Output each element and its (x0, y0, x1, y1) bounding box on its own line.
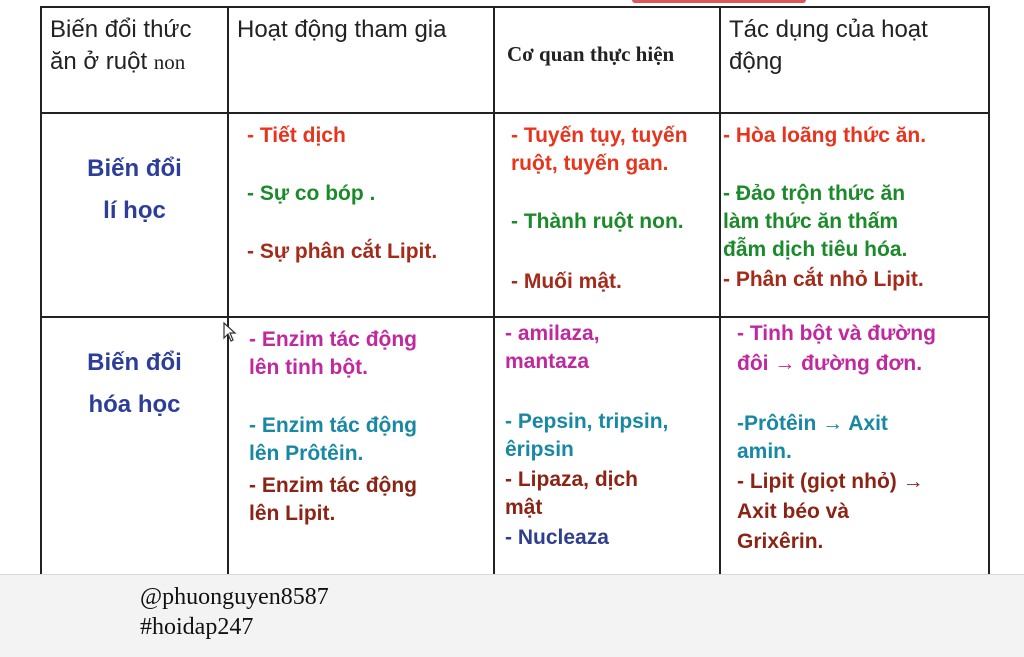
row2-activity-line2: lên tinh bột. (249, 356, 368, 379)
row2-organ-line7: - Nucleaza (505, 526, 609, 549)
row1-effect-line4: đẫm dịch tiêu hóa. (723, 238, 908, 261)
row1-organ-line3: - Thành ruột non. (511, 210, 684, 233)
row1-effect-line2: - Đảo trộn thức ăn (723, 182, 906, 205)
row2-effect-line7: Grixêrin. (737, 530, 824, 553)
row2-organ-line6: mật (505, 496, 543, 519)
header-col4-line2: động (729, 48, 783, 75)
row2-label-line1: Biến đổi (87, 349, 182, 376)
row2-effects-cell (719, 316, 990, 574)
header-col1-line2: ăn ở ruột non (50, 48, 186, 75)
mouse-pointer-icon (223, 322, 237, 342)
row2-label-cell (40, 316, 229, 574)
row1-effects-cell (719, 112, 990, 318)
row2-effect-line1: - Tinh bột và đường (737, 322, 936, 345)
row1-organ-line1: - Tuyến tụy, tuyến (511, 124, 688, 147)
row1-activity-lipid-splitting: - Sự phân cắt Lipit. (247, 240, 438, 263)
header-col1-small: non (153, 50, 186, 74)
row2-label-line2: hóa học (88, 391, 181, 418)
row2-activity-line3: - Enzim tác động (249, 414, 417, 437)
row1-effect-line5: - Phân cắt nhỏ Lipit. (723, 268, 924, 291)
footer-watermark (0, 574, 1024, 657)
header-col3: Cơ quan thực hiện (507, 42, 675, 66)
row2-organ-line5: - Lipaza, dịch (505, 468, 639, 491)
row2-activities-cell (227, 316, 495, 574)
site-hashtag: #hoidap247 (140, 614, 254, 640)
header-cell-activities (227, 6, 495, 114)
header-col2: Hoạt động tham gia (237, 16, 447, 43)
row2-activity-line1: - Enzim tác động (249, 328, 417, 351)
header-cell-transformation (40, 6, 229, 114)
row2-organ-line1: - amilaza, (505, 322, 600, 345)
row2-organ-line2: mantaza (505, 350, 590, 373)
row2-effect-line4: amin. (737, 440, 792, 463)
row2-activity-line4: lên Prôtêin. (249, 442, 364, 465)
row2-activity-line5: - Enzim tác động (249, 474, 417, 497)
row1-organ-line2: ruột, tuyến gan. (511, 152, 669, 175)
row1-label-cell (40, 112, 229, 318)
row1-effect-line3: làm thức ăn thấm (723, 210, 899, 233)
row2-organs-cell (493, 316, 721, 574)
row1-organs-cell (493, 112, 721, 318)
row2-effect-line2: đôi → đường đơn. (737, 352, 923, 375)
row2-effect-line6: Axit béo và (737, 500, 850, 523)
row2-organ-line3: - Pepsin, tripsin, (505, 410, 669, 433)
row2-effect-line5: - Lipit (giọt nhỏ) → (737, 470, 924, 493)
digestion-table (40, 6, 990, 574)
header-cell-effects (719, 6, 990, 114)
row1-activity-secretion: - Tiết dịch (247, 124, 346, 147)
author-handle: @phuonguyen8587 (140, 584, 329, 610)
row1-effect-line1: - Hòa loãng thức ăn. (723, 124, 927, 147)
row1-organ-line4: - Muối mật. (511, 270, 622, 293)
row1-label-line2: lí học (103, 197, 166, 224)
row1-activity-contraction: - Sự co bóp . (247, 182, 376, 205)
header-cell-organs (493, 6, 721, 114)
row2-effect-line3: -Prôtêin → Axit (737, 412, 888, 435)
row2-organ-line4: êripsin (505, 438, 574, 461)
header-col4-line1: Tác dụng của hoạt (729, 16, 928, 43)
row1-label-line1: Biến đổi (87, 155, 182, 182)
row2-activity-line6: lên Lipit. (249, 502, 336, 525)
header-col1-line1: Biến đổi thức (50, 16, 192, 43)
top-accent-bar (632, 0, 806, 3)
row1-activities-cell (227, 112, 495, 318)
